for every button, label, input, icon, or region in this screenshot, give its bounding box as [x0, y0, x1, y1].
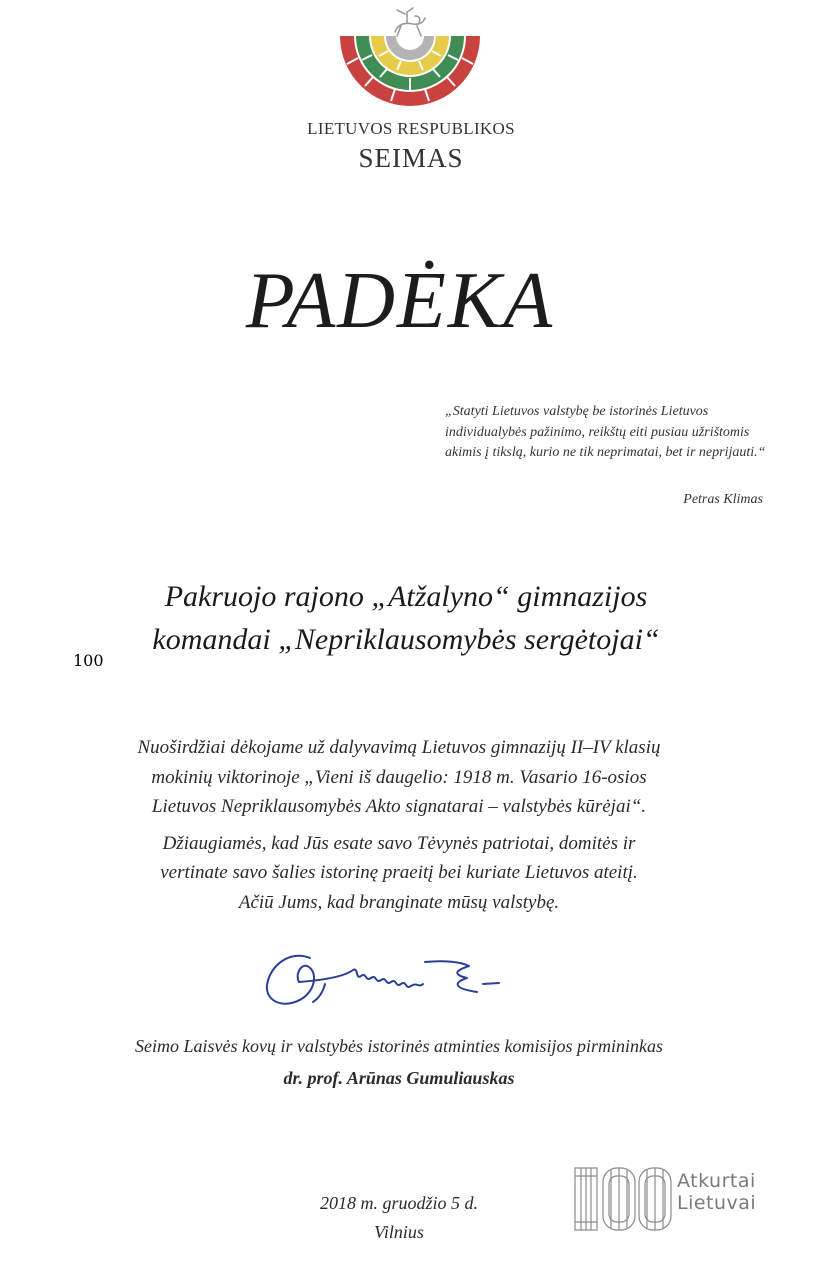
body-line: Ačiū Jums, kad branginate mūsų valstybę. [238, 891, 560, 913]
issue-place: Vilnius [374, 1222, 424, 1242]
logo-text-line: Lietuvai [677, 1192, 757, 1214]
org-name-line1: LIETUVOS RESPUBLIKOS [307, 119, 515, 138]
body-line: vertinate savo šalies istorinę praeitį bei kuriate Lietuvos ateitį. [160, 862, 638, 883]
signer-position: Seimo Laisvės kovų ir valstybės istorinės atminties komisijos pirmininkas [135, 1036, 663, 1056]
recipient-line: Pakruojo rajono „Atžalyno“ gimnazijos [164, 580, 648, 613]
body-line: Lietuvos Nepriklausomybės Akto signatarai – valstybės kūrėjai“. [151, 796, 647, 817]
seimas-emblem-icon [335, 6, 485, 108]
epigraph-author: Petras Klimas [683, 492, 763, 507]
signature-icon [255, 940, 555, 1020]
logo-text-line: Atkurtai [677, 1170, 756, 1192]
org-name-line2: SEIMAS [358, 143, 464, 173]
body-line: Nuoširdžiai dėkojame už dalyvavimą Lietuvos gimnazijų II–IV klasių [137, 737, 661, 758]
centenary-logo-text [677, 1170, 756, 1214]
signer-name: dr. prof. Arūnas Gumuliauskas [283, 1068, 515, 1088]
recipient-block [0, 575, 812, 661]
document-title: PADĖKA [245, 257, 555, 345]
issue-date: 2018 m. gruodžio 5 d. [319, 1193, 478, 1213]
logo-number: 100 [73, 651, 104, 670]
body-line: Džiaugiamės, kad Jūs esate savo Tėvynės patriotai, domitės ir [162, 832, 636, 854]
epigraph-quote: „Statyti Lietuvos valstybę be istorinės Lietuvos individualybės pažinimo, reikštų eiti pusiau užrištomis akimis į tikslą, kurio ne tik neprimatai, bet ir neprijauti.“ [445, 404, 766, 460]
body-line: mokinių viktorinoje „Vieni iš daugelio: 1918 m. Vasario 16-osios [151, 766, 647, 788]
recipient-line: komandai „Nepriklausomybės sergėtojai“ [152, 623, 660, 656]
body-text [0, 733, 798, 917]
